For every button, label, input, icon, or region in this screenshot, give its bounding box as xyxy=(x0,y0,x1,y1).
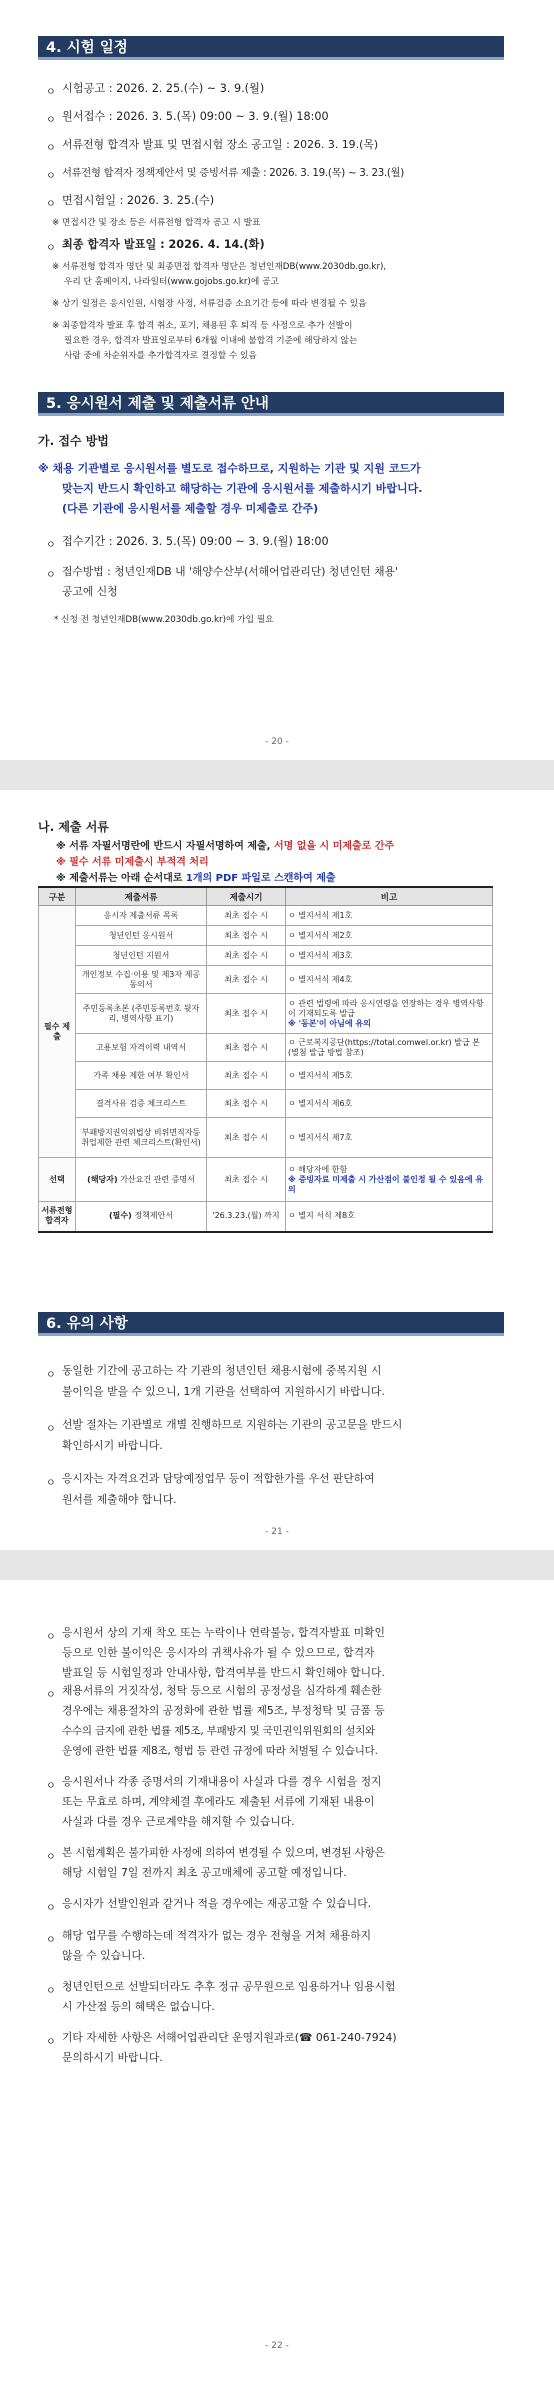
bullet: ㅇ xyxy=(46,1690,56,1701)
when-cell: 최초 접수 시 xyxy=(207,946,286,966)
doc-qualifier: (필수) xyxy=(109,1211,132,1221)
warning-line-1: ※ 채용 기관별로 응시원서를 별도로 접수하므로, 지원하는 기관 및 지원 코드가 xyxy=(38,462,421,475)
doc-cell xyxy=(76,1202,207,1232)
bullet: ㅇ xyxy=(46,171,56,182)
note-text: ㅇ 관련 법령에 따라 응시연령을 연장하는 경우 병역사항이 기재되도록 발급 xyxy=(288,998,484,1018)
table-header-row xyxy=(39,887,493,906)
table-row xyxy=(39,994,493,1034)
application-method: 접수방법 : 청년인재DB 내 '해양수산부(서해어업관리단) 청년인턴 채용' xyxy=(62,565,398,578)
when-cell: 최초 접수 시 xyxy=(207,1034,286,1062)
when-cell: 최초 접수 시 xyxy=(207,994,286,1034)
table-row xyxy=(39,926,493,946)
note-final-1-cont: 우리 단 홈페이지, 나라일터(www.gojobs.go.kr)에 공고 xyxy=(64,277,279,287)
note-final-3: ※ 최종합격자 발표 후 합격 취소, 포기, 채용된 후 퇴직 등 사정으로 추가 선발이 xyxy=(52,321,353,331)
section-6-title: 6. 유의 사항 xyxy=(38,1312,504,1336)
caution-line: 발표일 등 시험일정과 안내사항, 합격여부를 반드시 확인해야 합니다. xyxy=(62,1666,385,1679)
schedule-item: 원서접수 : 2026. 3. 5.(목) 09:00 ~ 3. 9.(월) 18:00 xyxy=(62,110,329,123)
caution-line: 청년인턴으로 선발되더라도 추후 정규 공무원으로 임용하거나 임용시험 xyxy=(62,1980,396,1993)
when-cell: 최초 접수 시 xyxy=(207,1118,286,1158)
group-required: 필수 제출 xyxy=(39,906,76,1158)
table-header: 제출시기 xyxy=(207,887,286,906)
caution-line: 불이익을 받을 수 있으니, 1개 기관을 선택하여 지원하시기 바랍니다. xyxy=(62,1385,385,1398)
warning-line-2: 맞는지 반드시 확인하고 해당하는 기관에 응시원서를 제출하시기 바랍니다. xyxy=(62,482,423,495)
note-cell: ㅇ 별지서식 제3호 xyxy=(286,946,493,966)
caution-line: 또는 무효로 하며, 계약체결 후에라도 제출된 서류에 기재된 내용이 xyxy=(62,1795,375,1808)
table-row xyxy=(39,966,493,994)
bullet: ㅇ xyxy=(46,1903,56,1914)
application-method-cont: 공고에 신청 xyxy=(62,585,118,598)
doc-cell xyxy=(76,1158,207,1202)
caution-line: 기타 자세한 사항은 서해어업관리단 운영지원과로(☎ 061-240-7924) xyxy=(62,2031,397,2044)
doc-cell: 응시자 제출서류 목록 xyxy=(76,906,207,926)
note-cell xyxy=(286,1158,493,1202)
when-cell: 최초 접수 시 xyxy=(207,906,286,926)
doc-cell: 개인정보 수집·이용 및 제3자 제공 동의서 xyxy=(76,966,207,994)
doc-cell: 주민등록초본 (주민등록번호 뒷자리, 병역사항 표기) xyxy=(76,994,207,1034)
caution-line: 등으로 인한 불이익은 응시자의 귀책사유가 될 수 있으므로, 합격자 xyxy=(62,1646,375,1659)
note-cell: ㅇ 별지서식 제5호 xyxy=(286,1062,493,1090)
doc-cell: 부패방지권익위법상 비위면직자등 취업제한 관련 체크리스트(확인서) xyxy=(76,1118,207,1158)
caution-line: 응시자가 선발인원과 같거나 적을 경우에는 재공고할 수 있습니다. xyxy=(62,1897,372,1910)
bullet: ㅇ xyxy=(46,243,56,254)
note-cell: ㅇ 별지서식 제4호 xyxy=(286,966,493,994)
warning-line-3: (다른 기관에 응시원서를 제출할 경우 미제출로 간주) xyxy=(62,502,319,515)
table-row xyxy=(39,1158,493,1202)
bullet: ㅇ xyxy=(46,540,56,551)
caution-line: 해당 업무를 수행하는데 적격자가 없는 경우 전형을 거쳐 채용하지 xyxy=(62,1929,372,1942)
when-cell: '26.3.23.(월) 까지 xyxy=(207,1202,286,1232)
page-22 xyxy=(0,1580,554,2381)
page-20 xyxy=(0,0,554,760)
submit-note-2: ※ 필수 서류 미제출시 부적격 처리 xyxy=(56,857,209,868)
bullet: ㅇ xyxy=(46,199,56,210)
note-cell: ㅇ 별지 서식 제8호 xyxy=(286,1202,493,1232)
submit-note-3: ※ 제출서류는 아래 순서대로 1개의 PDF 파일로 스캔하여 제출 xyxy=(56,873,336,884)
section-5-title: 5. 응시원서 제출 및 제출서류 안내 xyxy=(38,392,504,416)
bullet: ㅇ xyxy=(46,1370,56,1381)
table-row xyxy=(39,1118,493,1158)
when-cell: 최초 접수 시 xyxy=(207,1062,286,1090)
caution-line: 선발 절차는 기관별로 개별 진행하므로 지원하는 기관의 공고문을 반드시 xyxy=(62,1418,403,1431)
bullet: ㅇ xyxy=(46,1935,56,1946)
when-cell: 최초 접수 시 xyxy=(207,926,286,946)
note-final-1: ※ 서류전형 합격자 명단 및 최종면접 합격자 명단은 청년인재DB(www.2030db.go.kr), xyxy=(52,262,387,272)
doc-text: 가산요건 관련 증명서 xyxy=(117,1174,195,1184)
final-announce-date: 최종 합격자 발표일 : 2026. 4. 14.(화) xyxy=(62,238,265,251)
caution-line: 원서를 제출해야 합니다. xyxy=(62,1493,177,1506)
doc-qualifier: (해당자) xyxy=(87,1174,118,1184)
note-cell: ㅇ 별지서식 제7호 xyxy=(286,1118,493,1158)
caution-line: 응시자는 자격요건과 담당예정업무 등이 적합한가를 우선 판단하여 xyxy=(62,1472,375,1485)
table-header: 구분 xyxy=(39,887,76,906)
table-row xyxy=(39,906,493,926)
schedule-item: 시험공고 : 2026. 2. 25.(수) ~ 3. 9.(월) xyxy=(62,82,265,95)
note-cell: ㅇ 별지서식 제2호 xyxy=(286,926,493,946)
bullet: ㅇ xyxy=(46,1478,56,1489)
bullet: ㅇ xyxy=(46,87,56,98)
page-number: - 21 - xyxy=(265,1527,289,1537)
bullet: ㅇ xyxy=(46,1781,56,1792)
bullet: ㅇ xyxy=(46,1852,56,1863)
application-period: 접수기간 : 2026. 3. 5.(목) 09:00 ~ 3. 9.(월) 18:00 xyxy=(62,535,329,548)
subsection-ga: 가. 접수 방법 xyxy=(38,434,109,448)
caution-line: 응시원서나 각종 증명서의 기재내용이 사실과 다를 경우 시험을 정지 xyxy=(62,1775,382,1788)
bullet: ㅇ xyxy=(46,1632,56,1643)
caution-line: 해당 시험일 7일 전까지 최초 공고매체에 공고할 예정입니다. xyxy=(62,1866,347,1879)
group-optional: 선택 xyxy=(39,1158,76,1202)
doc-text: 정책제안서 xyxy=(131,1211,173,1221)
caution-line: 운영에 관한 법률 제8조, 형법 등 관련 규정에 따라 처벌될 수 있습니다. xyxy=(62,1745,378,1757)
caution-line: 않을 수 있습니다. xyxy=(62,1949,146,1962)
caution-line: 응시원서 상의 기재 착오 또는 누락이나 연락불능, 합격자발표 미확인 xyxy=(62,1626,385,1639)
when-cell: 최초 접수 시 xyxy=(207,966,286,994)
caution-line: 확인하시기 바랍니다. xyxy=(62,1439,163,1452)
schedule-item: 면접시험일 : 2026. 3. 25.(수) xyxy=(62,194,215,207)
bullet: ㅇ xyxy=(46,1424,56,1435)
table-header: 비고 xyxy=(286,887,493,906)
doc-cell: 청년인턴 응시원서 xyxy=(76,926,207,946)
note-cell: ㅇ 별지서식 제6호 xyxy=(286,1090,493,1118)
note-interview: ※ 면접시간 및 장소 등은 서류전형 합격자 공고 시 발표 xyxy=(52,218,261,228)
note-emphasis: ※ '동본'이 아님에 유의 xyxy=(288,1018,371,1028)
caution-line: 본 시험계획은 불가피한 사정에 의하여 변경될 수 있으며, 변경된 사항은 xyxy=(62,1847,385,1859)
page-21 xyxy=(0,790,554,1550)
bullet: ㅇ xyxy=(46,143,56,154)
caution-line: 시 가산점 등의 혜택은 없습니다. xyxy=(62,2000,215,2013)
subsection-na: 나. 제출 서류 xyxy=(38,820,109,834)
note-cell: ㅇ 근로복지공단(https://total.comwel.or.kr) 발급 본 (별첨 발급 방법 참조) xyxy=(286,1034,493,1062)
bullet: ㅇ xyxy=(46,570,56,581)
caution-line: 동일한 기간에 공고하는 각 기관의 청년인턴 채용시험에 중복지원 시 xyxy=(62,1364,382,1377)
note-final-2: ※ 상기 일정은 응시인원, 시험장 사정, 서류검증 소요기간 등에 따라 변경될 수 있음 xyxy=(52,299,367,309)
doc-cell: 고용보험 자격이력 내역서 xyxy=(76,1034,207,1062)
bullet: ㅇ xyxy=(46,115,56,126)
note-final-3-cont: 필요한 경우, 합격자 발표일로부터 6개월 이내에 불합격 기준에 해당하지 않는 xyxy=(64,336,358,346)
schedule-item: 서류전형 합격자 정책제안서 및 증빙서류 제출 : 2026. 3. 19.(목) ~ 3. 23.(월) xyxy=(62,167,405,179)
group-doc-pass: 서류전형 합격자 xyxy=(39,1202,76,1232)
doc-cell: 청년인턴 지원서 xyxy=(76,946,207,966)
note-final-3-cont: 사람 중에 차순위자를 추가합격자로 결정할 수 있음 xyxy=(64,351,257,361)
note-emphasis: ※ 증빙자료 미제출 시 가산점이 불인정 될 수 있음에 유의 xyxy=(288,1174,484,1194)
table-row xyxy=(39,1062,493,1090)
table-row xyxy=(39,946,493,966)
table-header: 제출서류 xyxy=(76,887,207,906)
note-cell: ㅇ 별지서식 제1호 xyxy=(286,906,493,926)
page-number: - 20 - xyxy=(265,737,289,747)
submit-note-1: ※ 서류 자필서명란에 반드시 자필서명하여 제출, 서명 없을 시 미제출로 간주 xyxy=(56,841,395,852)
caution-line: 문의하시기 바랍니다. xyxy=(62,2051,163,2064)
when-cell: 최초 접수 시 xyxy=(207,1090,286,1118)
doc-cell: 가족 채용 제한 여부 확인서 xyxy=(76,1062,207,1090)
caution-line: 경우에는 채용절차의 공정화에 관한 법률 제5조, 부정청탁 및 금품 등 xyxy=(62,1704,385,1717)
caution-line: 사실과 다를 경우 근로계약을 해지할 수 있습니다. xyxy=(62,1815,295,1828)
bullet: ㅇ xyxy=(46,1986,56,1997)
when-cell: 최초 접수 시 xyxy=(207,1158,286,1202)
table-row xyxy=(39,1090,493,1118)
page-number: - 22 - xyxy=(265,2341,289,2351)
caution-line: 채용서류의 거짓작성, 청탁 등으로 시험의 공정성을 심각하게 훼손한 xyxy=(62,1684,382,1697)
table-row xyxy=(39,1202,493,1232)
method-note: * 신청 전 청년인재DB(www.2030db.go.kr)에 가입 필요 xyxy=(54,615,274,625)
schedule-item: 서류전형 합격자 발표 및 면접시험 장소 공고일 : 2026. 3. 19.(목) xyxy=(62,138,379,151)
section-4-title: 4. 시험 일정 xyxy=(38,36,504,60)
note-text: ㅇ 해당자에 한함 xyxy=(288,1164,348,1174)
note-cell xyxy=(286,994,493,1034)
documents-table xyxy=(38,886,493,1233)
caution-line: 수수의 금지에 관한 법률 제5조, 부패방지 및 국민권익위원회의 설치와 xyxy=(62,1725,376,1737)
bullet: ㅇ xyxy=(46,2037,56,2048)
doc-cell: 결격사유 검증 체크리스트 xyxy=(76,1090,207,1118)
table-row xyxy=(39,1034,493,1062)
